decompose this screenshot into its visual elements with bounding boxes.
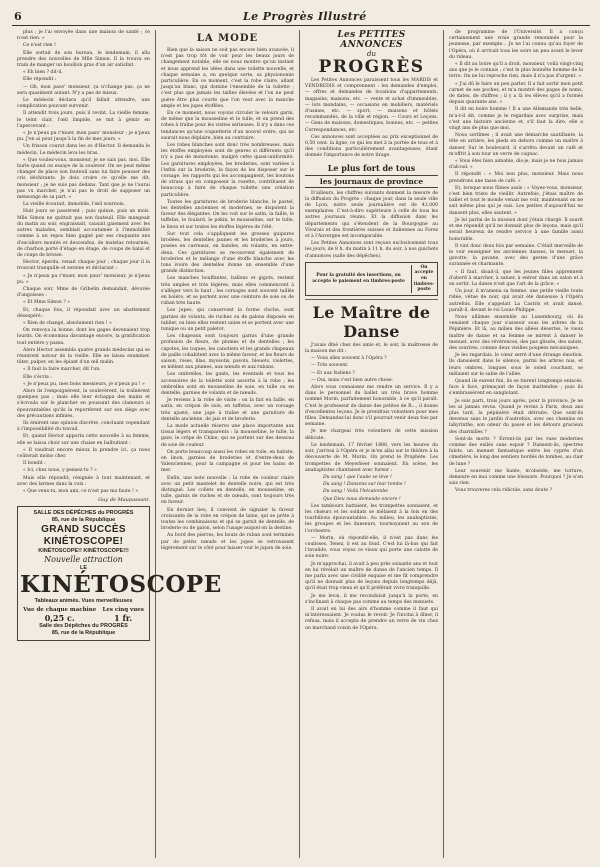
paragraph: Je me levai, il me reconduisit jusqu'à la porte, en s'inclinant à chaque pas comme au temps des menuets. [305, 593, 438, 605]
diffusion-text [305, 191, 438, 260]
paragraph: Je me chargeai très volontiers de cette mission délicate. [305, 429, 438, 441]
paragraph: — Très souvent. [311, 363, 349, 369]
paper-title: Le Progrès Illustré [243, 10, 367, 23]
paragraph: — Oui, mais c'est bien autre chose. [311, 377, 394, 383]
paragraph: Il dit en boire homme ! Il a une Allemande très belle, m'a-t-il dit, comme je le regardais avec surprise, mais c'est une histoire ancienne et, s'il faut la dire, elle a vingt ans de plus que moi. [449, 107, 583, 132]
payment-box-right: On accepte en timbres-poste [411, 265, 435, 293]
column-3 [300, 30, 444, 858]
paragraph: « Et Mme Simon ? » [23, 300, 71, 306]
paragraph: On renvoya la bonne, dont les gages devenaient trop lourds. On économisa davantage encore, la gratification tout entière y passa. [17, 328, 150, 346]
paragraph: « Il faut, disait-il, que les jeunes filles apprennent d'abord à marcher, à saluer, à entrer dans un salon et à en sortir. La danse n'est que l'art de la grâce. » [449, 269, 583, 287]
story-signature: Guy de Maupassant. [98, 497, 150, 504]
paragraph: Je suis parti, trois jours après, pour la province. Je ne les ai jamais revus. Quand je revins à Paris, deux ans plus tard, la pépinière était détruite. Que sont-ils devenus sans le jardin d'autrefois, avec ses chemins en labyrinthe, son odeur du passé et les détours gracieux des charmilles ? [449, 398, 583, 435]
advert-le: LE [79, 565, 88, 572]
paragraph: Nous sortîmes ; il avait une démarche sautillante, la tête en arrière, les pieds en dehors comme un maître à danser. Sur le boulevard, il s'arrêta devant un café et m'offrit à son tour un verre de cognac. [449, 133, 583, 157]
paragraph: Ce n'est rien ! [23, 43, 56, 49]
paragraph: Alors vous connaissez me rendre un service. Il y a dans le personnel du ballet un très brave homme nommé Morin, parfaitement honorable, à ce qu'il paraît. C'est le professeur de danse des petites de R..., il donne d'excellentes leçons. Je le prendrais volontiers pour mes filles. Demandez-lui donc s'il pourrait venir deux fois par semaine. [305, 385, 438, 428]
payment-box [305, 262, 438, 296]
paragraph: Alors Hector assembla quatre grands médecins qui se réunirent autour de la vieille. Elle se laissa examiner, tâter, palper, en les épiant d'un œil malin. [17, 347, 150, 366]
paragraph: Elle sortait de son bureau, le lendemain, il alla prendre des nouvelles de Mlle Simon. Il la trouva en train de manger un bouillon gras d'un air satisfait. [17, 50, 150, 69]
headline-plus-fort: Le plus fort de tous [327, 162, 416, 173]
paragraph: « Il dit au boire qu'il a droit, monsieur, voilà vingt-cinq ans que je le connais ; c'est le plus honnête homme de la terre. On ne lui reproche rien, mais il n'a pas d'argent. » [449, 62, 583, 80]
paragraph: Les ombrelles, les gants, les éventails et tous les accessoires de la toilette sont assortis à la robe ; les ombrelles sont en mousseline de soie, en tulle ou en dentelle, garnies de volants et de nœuds. [161, 372, 294, 396]
payment-box-left: Pour la gratuité des insertions, on accepte le paiement en timbres-poste [312, 273, 405, 284]
paragraph: Le médecin déclara qu'il fallait attendre, une complication pouvant survenir. [17, 98, 150, 110]
paragraph: D'ailleurs, les chiffres suivants donnent la mesure de la diffusion du Progrès : chaque jour, dans la seule ville de Lyon, notre seule journalière est de 42.000 exemplaires. C'est-à-dire supérieure à celle de tous les autres journaux réunis. Et la diffusion dans les départements qui s'étendent de la Bourgogne au Vivarais et des frontières suisses et italiennes au Forez et à l'Auvergne est incomparable. [305, 190, 438, 240]
story-continuation [449, 30, 583, 495]
paragraph: de programme de l'Université. Il a conçu certainement une vraie grande renommée pour la jeunesse, par exemple... Je ne l'ai connu qu'au foyer de l'Opéra, où il arrivait tous les soirs un peu avant le lever du rideau. [449, 30, 583, 60]
verse-line: Du sang ! que l'aube se lève ! [323, 474, 392, 480]
advert-footer-address: 85, rue de la République [51, 630, 116, 637]
paragraph: — Vous allez souvent à l'Opéra ? [311, 356, 387, 362]
verse-line: Que Dieu nous demande encore ! [323, 496, 401, 502]
story-title: Le Maître de Danse [312, 302, 431, 341]
price-left-label: Vue de chaque machine [23, 607, 97, 614]
paragraph: Sont-ils morts ? Errent-ils par les rues modernes comme des exilés sans espoir ? Dansent-ils, spectres falots, un menuet fantastique entre les cyprès d'un cimetière, le long des sentiers bordés de tombes, au clair de lune ? [449, 436, 583, 467]
advert-address: 85, rue de la République [51, 517, 116, 524]
paragraph: J'avais dîné chez des amis et, le soir, la maîtresse de la maison me dit : [305, 342, 438, 355]
column-1 [12, 30, 222, 858]
paragraph: — Et aux Italiens ? [311, 370, 355, 376]
column-2 [156, 30, 300, 858]
paragraph: Les manches bouffantes, ballons et gigots, restent très amples et très légères, mais elles commencent à s'alléger vers le haut ; les corsages sont souvent taillés en boléro, et se portent avec une ceinture de soie ou de ruban très haute. [161, 276, 294, 307]
paragraph: Huit jours se passèrent ; puis quinze, puis un mois. Mlle Simon ne quittait pas son fauteuil. Elle mangeait du matin au soir, engraissait, causait gaiement avec les autres malades, semblait accoutumée à l'immobilité comme à un repos bien gagné par ses cinquante ans d'escaliers montés et descendus, de matelas retournés, de charbon porté d'étage en étage, de coups de balai et de coups de brosse. [17, 209, 150, 258]
paragraph: Je lui parlai de la mission dont j'étais chargé. Il sourit et me répondit qu'il ne donnait plus de leçons, mais qu'il serait heureux de rendre service à une famille aussi honorable. [449, 217, 583, 242]
paragraph: Et, chaque fois, il répondait avec un abattement désespéré : [17, 307, 150, 319]
petites-annonces-du: du [367, 50, 376, 58]
paragraph: Leur souvenir me hante, m'obsède, me torture, demeure en moi comme une blessure. Pourquoi ? Je n'en sais rien. [449, 468, 583, 487]
paragraph: Au bord des pierres, les bouts de ruban sont terminés par de petits nœuds et les jupes se retroussent légèrement sur le côté pour laisser voir le jupon de soie. [161, 533, 294, 551]
story-text-1 [305, 343, 438, 474]
paragraph: Elle s'écria : [23, 374, 52, 380]
paragraph: « Je n'peux pu, mes bons messieurs, je n'peux pu ! » [23, 381, 145, 387]
advert-footer: Salle des Dépêches du PROGRÈS [39, 623, 128, 630]
paragraph: Les Petites Annonces sont reçues exclusivement tous les jours, de 8 h. du matin à 11 h. du soir, à nos guichets d'annonces (salle des dépêches). [305, 241, 438, 259]
paragraph: Chaque soir, Mme de Gribelin demandait, dévorée d'angoisses : [17, 286, 150, 299]
advert-success: GRAND SUCCÈS [41, 524, 126, 536]
paragraph: « Ici, chez nous, y pensez-tu ? » [23, 468, 97, 474]
paragraph: Ils émirent une opinion discrète, concluant cependant à l'impossibilité du travail. [17, 420, 150, 433]
paragraph: En dernier lieu, il convient de signaler la faveur croissante de la robe en crépon de laine, qui se prête à toutes les combinaisons et qui se garnit de dentelle, de broderie ou de galon, selon l'usage auquel on la destine. [161, 507, 294, 532]
advert-line: SALLE DES DÉPÊCHES du PROGRÈS [33, 510, 134, 517]
paragraph: « Que voulez-vous, monsieur, je ne sais pas, moi. Elle hurle quand on essaye de la soulever. On ne peut même changer de place son fauteuil sans lui faire pousser des cris déchirants. Je dois croire ce qu'elle me dit, monsieur ; je ne suis pas dedans. Tant que je ne l'aurai pas vu marcher, je n'ai pas le droit de supposer un mensonge de sa part. » [17, 157, 150, 201]
paragraph: Ces annonces sont acceptées au prix exceptionnel de 0,50 cent. la ligne, ce qui les met à la portée de tous et à des conditions particulièrement avantageuses, étant donnée l'importance de notre tirage. [305, 134, 438, 159]
paragraph: Hector, éperdu, venait chaque jour ; chaque jour il la trouvait tranquille et sereine et déclarant : [17, 260, 150, 272]
paragraph: Sur tout cela s'appliquent les grosses guipures brodées, les dentelles jaunes et les broderies à jours, posées en carreaux, en bandes, en volants, en entre-deux. Ces garnitures se recouvrent également de broderies et le mélange d'une étoffe blanche avec les tons ivoire des dentelles donne un ensemble d'une grande distinction. [161, 231, 294, 275]
column-4 [444, 30, 588, 858]
paragraph: Toutes les garnitures de broderie blanche, le pastel, les dentelles anciennes et modernes, se disputent la faveur des élégantes. On les voit sur le satin, la faille, le taffetas, le foulard, le pékin, le mousseline, sur le tulle, le linon et sur toutes les étoffes légères de l'été. [161, 199, 294, 230]
paragraph: Les robes blanches sont donc très nombreuses, mais les étoffes employées sont de genres si différents qu'il n'y a pas de monotonie, malgré cette quasi-uniformité. Les garnitures employées, les broderies, sont variées à l'infini sur la broderie, la façon de les disposer sur le corsage, les rapports qui les accompagnent, les boutons de strass qui en composent la rosette, contribuent de beaucoup à faire de chaque toilette une création particulière. [161, 143, 294, 198]
mode-article [161, 48, 294, 552]
paragraph: « J'ai dû le faire un peu parler, Il a fait sortir mon petit carnet de ses poches, et m'a montré des pages de noms, de dates, de chiffres ; il y a là les élèves qu'il a formés depuis quarante ans. » [449, 81, 583, 106]
verse-line: Du sang ! Voilà l'hécatombe [323, 489, 389, 495]
advert-title: KINÉTOSCOPE [20, 571, 222, 599]
verse-line: Du sang ! Dansons sur leur tombe ! [323, 482, 406, 488]
paragraph: « Je n'peux pu r'muer, mon pauv' monsieur ; je n'peux pu. J'en ai pour jusqu'à la fin de mes jours. » [17, 131, 150, 143]
divider [305, 299, 438, 300]
paragraph: « Que veux-tu, mon ami, ce n'est pas ma faute ! » [23, 489, 139, 495]
advert-tagline: Tableaux animés. Vues merveilleuses [34, 598, 133, 605]
story-verses [305, 475, 438, 503]
progres-title: PROGRÈS [318, 57, 425, 77]
paragraph: Mais elle répondit, résignée à tout maintenant, et avec des larmes dans la voix : [17, 475, 150, 487]
paragraph: Les Petites Annonces paraissent tous les MARDIS et VENDREDIS et comprennent : les demandes d'emploi, — offres et demandes de locations d'appartements, magasins, maisons, etc. — vente et achat d'immeubles, — lots mondains, — occasions en mobiliers, matériels d'usines, etc. — sport, — maisons et hôtels recommandés, de la ville et région. — Cours et Leçons. — Gens de maisons, domestiques, bonnes, etc. — petites Correspondances, etc. [305, 78, 438, 133]
paragraph: Bien que la saison ne soit pas encore bien avancée, il n'est pas trop tôt de voir pour les beaux jours de changement notable, elle ne nous montre qu'un instant et nous apprend les idées dans une toilette nouvelle, et chaque semaine a, en quelque sorte, sa physionomie particulière. En ce moment, c'est la robe claire, allant jusqu'au blanc, qui domine l'ensemble de la toilette ; c'est plus que jamais les tailles élevées et l'on ne peut guère être plus courte que l'on veut avec la manche ample et les jupes étoffées. [161, 48, 294, 109]
paragraph: — Morin, où répondit-elle, il n'est pas dans les coulisses. Tenez, il est au fond. C'est lui là-bas qui fait l'invalide, vous voyez ce vieux qui porte une calotte de soie noire. [305, 535, 438, 560]
paragraph: « Eh bien ? dit-il. [23, 70, 63, 76]
columns [12, 30, 590, 858]
paragraph: Enfin, une note nouvelle : la robe de couleur claire avec un petit mantelet de dentelle noire, qui est très distingué. Les collets en dentelle, en mousseline, en tulle, garnis de ruches et de nœuds, sont toujours très en faveur. [161, 475, 294, 506]
paragraph: Je reviens à la robe de visite : on la fait en faille, en satin, en crépon de soie, en taffetas, avec un corsage très ajusté, une jupe à traîne et une garniture de dentelle ancienne, de jais et de broderie. [161, 398, 294, 422]
paragraph: Il avait en lui des airs d'homme comme il faut qui m'intéressaient. Je voulus le revoir. Je l'invitai à dîner, il refusa, mais il accepta de prendre un verre de vin chez un marchand voisin de l'Opéra. [305, 606, 438, 631]
paragraph: Et, lorsque nous fûmes assis : « Voyez-vous, monsieur, c'est bien triste de vieillir. Autrefois, j'étais maître de ballet et tout le monde venait me voir, maintenant on ne sait même plus qui je suis. Les petites d'aujourd'hui ne dansent plus, elles sautent. » [449, 185, 583, 216]
paragraph: En ce moment, nous voyons circuler le velours garni, de même que la mousseline et le tulle, et on prend des robes à traîne pour les visites sérieuses. Il n'y a dans ces tendances qu'une coquetterie d'un nouvel ordre, qui ne saurait nous déplaire, bien au contraire. [161, 111, 294, 141]
page-number: 6 [14, 10, 22, 23]
kinetoscope-advert [17, 506, 222, 641]
paragraph: — Oh, mon pauv' monsieur, ça n'change pas, ça ne sera quasiment autant. N'y a pas de mieux. [17, 84, 150, 96]
newspaper-page [12, 8, 590, 860]
story-end [17, 30, 150, 495]
paragraph: « Il faut la faire marcher, dit l'un. [23, 367, 101, 373]
advert-kinetoscope-2: KINÉTOSCOPE!! KINÉTOSCOPE!!! [38, 548, 129, 555]
paragraph: Et, quand Hector apporta cette nouvelle à sa femme, elle se laissa choir sur une chaise en balbutiant : [17, 434, 150, 446]
paragraph: Quand ils eurent fini, ils se tinrent longtemps enlacés, face à face, grimaçant de façon inattendue ; puis ils s'embrassèrent en sanglotant. [449, 378, 583, 397]
paragraph: Nous allâmes ensemble au Luxembourg, où ils venaient chaque jour s'asseoir sous les arbres de la Pépinière. Et là, au milieu des allées désertes, le vieux maître de danse et sa femme se mirent à danser le menuet, avec des révérences, des pas glissés, des saluts, des sourires, comme deux vieilles poupées mécaniques. [449, 314, 583, 351]
paragraph: La vieille écoutait, immobile, l'œil sournois. [23, 202, 125, 208]
paragraph: Alors ils l'empoignèrent, la soulevèrent, la traînèrent quelques pas ; mais elle leur échappa des mains et s'écroula sur le plancher en poussant des clameurs si épouvantables qu'ils la reportèrent sur son siège avec des précautions infinies. [17, 388, 150, 419]
paragraph: Je m'approchai, il avait à peu près soixante ans et tout en lui révélait un maître de danse de l'ancien temps. Il me parla avec une civilité exquise et me fit comprendre qu'il ne donnait plus de leçons depuis longtemps déjà, qu'il était trop vieux et qu'il préférait vivre tranquille. [305, 561, 438, 592]
story-text-2 [305, 504, 438, 632]
annonces-text [305, 78, 438, 160]
paragraph: Il répondit : « Moi non plus, monsieur. Mais nous prendrons une tasse de café. » [449, 172, 583, 184]
price-left-value: 0,25 c. [44, 613, 75, 624]
paragraph: « Rien de changé, absolument rien ! » [23, 320, 112, 326]
petites-annonces-title: Les PETITES ANNONCES [337, 30, 406, 50]
section-title-mode: LA MODE [196, 33, 259, 44]
paragraph: Il bondit : [23, 461, 46, 467]
paragraph: Les chapeaux sont toujours garnis d'une grande profusion de fleurs, de plumes et de dentelles ; les capotes, les toques, les canotiers et les grands chapeaux de paille cohabitent avec la même faveur, et les fleurs de saison, roses, lilas, myosotis, pavots, bleuets, violettes, se mêlent aux plumes, aux nœuds et aux rubans. [161, 334, 294, 371]
paragraph: Il vint donc deux fois par semaine. C'était merveille de le voir enseigner les anciennes danses, le menuet, la gavotte, la pavane, avec des gestes d'une grâce surannée et charmante. [449, 243, 583, 268]
paragraph: Vous trouverez cela ridicule, sans doute ? [455, 488, 553, 494]
paragraph: La mode actuelle réserve une place importante aux tissus légers et transparents : la mousseline, le tulle, la gaze, le crêpe de Chine, qui se portent sur des dessous de soie de couleur. [161, 423, 294, 448]
paragraph: « Il vaudrait encore mieux la prendre ici, ça nous coûterait moins cher. [17, 447, 150, 459]
paragraph: plus ; je l'ai envoyée dans une maison de santé ; ce n'est rien. » [17, 30, 150, 42]
page-header [12, 8, 590, 26]
price-right-value: 1 fr. [114, 613, 133, 624]
headline-journaux: les journaux de province [305, 175, 438, 188]
price-left [23, 607, 96, 623]
advert-kinetoscope-1: KINÉTOSCOPE! [43, 536, 124, 548]
price-right [102, 607, 143, 623]
paragraph: Un jour, il m'amena sa femme, une petite vieille toute ridée, vêtue de noir, qui avait été danseuse à l'Opéra autrefois. Elle s'appelait La Castris et avait dansé, paraît-il, devant le roi Louis-Philippe. [449, 289, 583, 313]
paragraph: Je les regardais, le cœur serré d'une étrange émotion. Ils dansaient dans le silence, parmi les arbres nus, et leurs ombres, longues sous le soleil couchant, se mêlaient sur le sable de l'allée. [449, 353, 583, 377]
paragraph: Un frisson courut dans les os d'Hector. Il demanda le médecin. Le médecin leva les bras. [17, 144, 150, 156]
price-right-label: Les cinq vues [102, 607, 144, 614]
paragraph: Elle répondit : [23, 77, 57, 83]
paragraph: On porte beaucoup aussi les robes en toile, en batiste, en linon, garnies de broderies et d'entre-deux de Valenciennes, pour la campagne et pour les bains de mer. [161, 449, 294, 474]
paragraph: Les jupes, qui conservent la forme cloche, sont garnies de volants, de ruches ou de galons disposés en tablier, ou bien elles restent unies et se portent avec une tunique ou un petit paletot. [161, 308, 294, 332]
paragraph: Il attendit trois jours, puis il revint. La vieille femme, le teint clair, l'œil limpide, se mit à gémir en l'apercevant : [17, 111, 150, 129]
paragraph: « Je n'peux pu r'muer, mon pauv' monsieur, je n'peux pu. » [17, 273, 150, 285]
paragraph: « Vous êtes bien aimable, dis-je, mais je ne bois jamais d'alcool. » [449, 159, 583, 171]
advert-prices [20, 607, 147, 623]
paragraph: Les tambours battaient, les trompettes sonnaient, et les chœurs et les soldats se mêlaient à la fois en des tourbillons épouvantables. Au milieu, les anabaptistes, les groupes et les danseurs, tournoyaient au son de l'orchestre. [305, 503, 438, 534]
paragraph: Le lendemain, 17 février 1886, vers les heures du soir, j'arrivai à l'Opéra et je m'en allai sur le théâtre à la découverte de M. Morin. On prend le Prophète. Les trompettes de Meyerbeer sonnaient. En scène, les anabaptistes chantaient avec fureur : [305, 442, 438, 473]
advert-attraction: Nouvelle attraction [44, 555, 123, 565]
